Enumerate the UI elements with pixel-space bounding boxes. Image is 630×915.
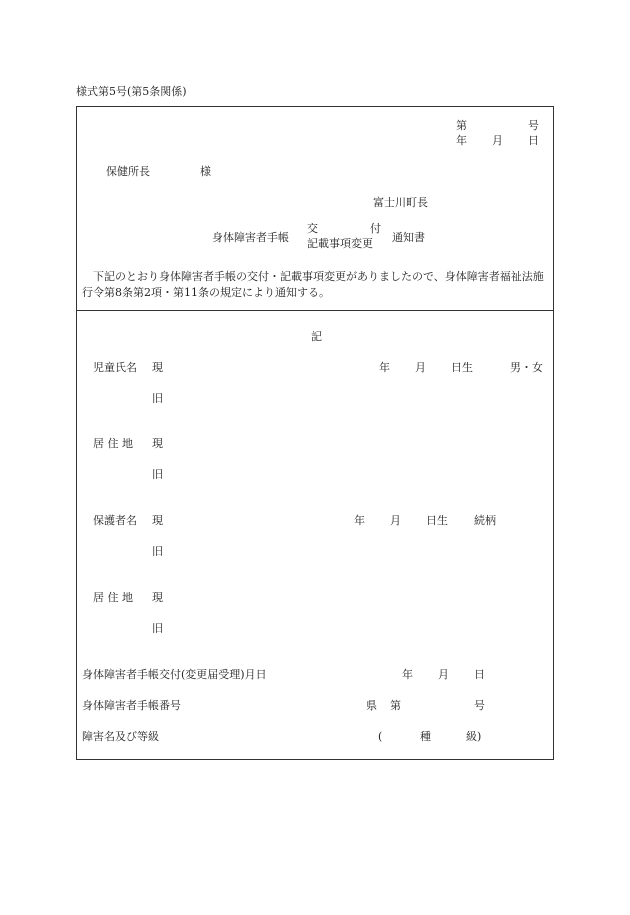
number-go-field: 号 [474, 699, 485, 712]
issue-hi: 日 [474, 668, 485, 681]
disability-shu: 種 [420, 730, 431, 743]
number-pref: 県 [366, 699, 377, 712]
form-label: 様式第5号(第5条関係) [76, 85, 187, 98]
guardian-name-current: 現 [152, 514, 163, 527]
disability-open: ( [378, 730, 383, 743]
title-kou: 交 [307, 222, 318, 235]
child-address-current: 現 [152, 437, 163, 450]
child-address-old: 旧 [152, 468, 163, 481]
addressee: 保健所長 [106, 165, 150, 178]
number-label: 身体障害者手帳番号 [82, 699, 181, 712]
body-paragraph [82, 269, 548, 301]
form-frame [76, 106, 554, 760]
date-tsuki: 月 [492, 134, 503, 147]
addressee-sama: 様 [200, 165, 211, 178]
body-text: 下記のとおり身体障害者手帳の交付・記載事項変更がありましたので、身体障害者福祉法施行令第8条第2項・第11条の規定により通知する。 [82, 270, 544, 299]
guardian-name-label: 保護者名 [93, 514, 137, 527]
child-name-label: 児童氏名 [93, 361, 137, 374]
disability-kyu: 級) [466, 730, 482, 743]
number-go: 号 [528, 119, 539, 132]
guardian-address-old: 旧 [152, 622, 163, 635]
child-address-label: 居 住 地 [93, 437, 133, 450]
child-birth-nen: 年 [379, 361, 390, 374]
title-fu: 付 [370, 222, 381, 235]
sender: 富士川町長 [373, 196, 428, 209]
child-name-old: 旧 [152, 392, 163, 405]
guardian-nen: 年 [354, 514, 365, 527]
disability-label: 障害名及び等級 [82, 730, 159, 743]
child-birth-suffix: 日生 [451, 361, 473, 374]
guardian-address-current: 現 [152, 591, 163, 604]
guardian-birth-suffix: 日生 [426, 514, 448, 527]
number-dai: 第 [456, 119, 467, 132]
number-dai-field: 第 [390, 699, 401, 712]
issue-tsuki: 月 [438, 668, 449, 681]
child-birth-tsuki: 月 [415, 361, 426, 374]
child-sex: 男・女 [510, 361, 543, 374]
child-name-current: 現 [152, 361, 163, 374]
ki-heading: 記 [311, 330, 322, 343]
guardian-tsuki: 月 [390, 514, 401, 527]
title-suffix: 通知書 [392, 231, 425, 244]
date-nen: 年 [456, 134, 467, 147]
issue-nen: 年 [402, 668, 413, 681]
guardian-name-old: 旧 [152, 545, 163, 558]
title-alt: 記載事項変更 [307, 237, 373, 250]
guardian-address-label: 居 住 地 [93, 591, 133, 604]
guardian-relation: 続柄 [474, 514, 496, 527]
issue-label: 身体障害者手帳交付(変更届受理)月日 [82, 668, 267, 681]
title-prefix: 身体障害者手帳 [212, 231, 289, 244]
date-hi: 日 [528, 134, 539, 147]
section-divider [76, 310, 554, 311]
